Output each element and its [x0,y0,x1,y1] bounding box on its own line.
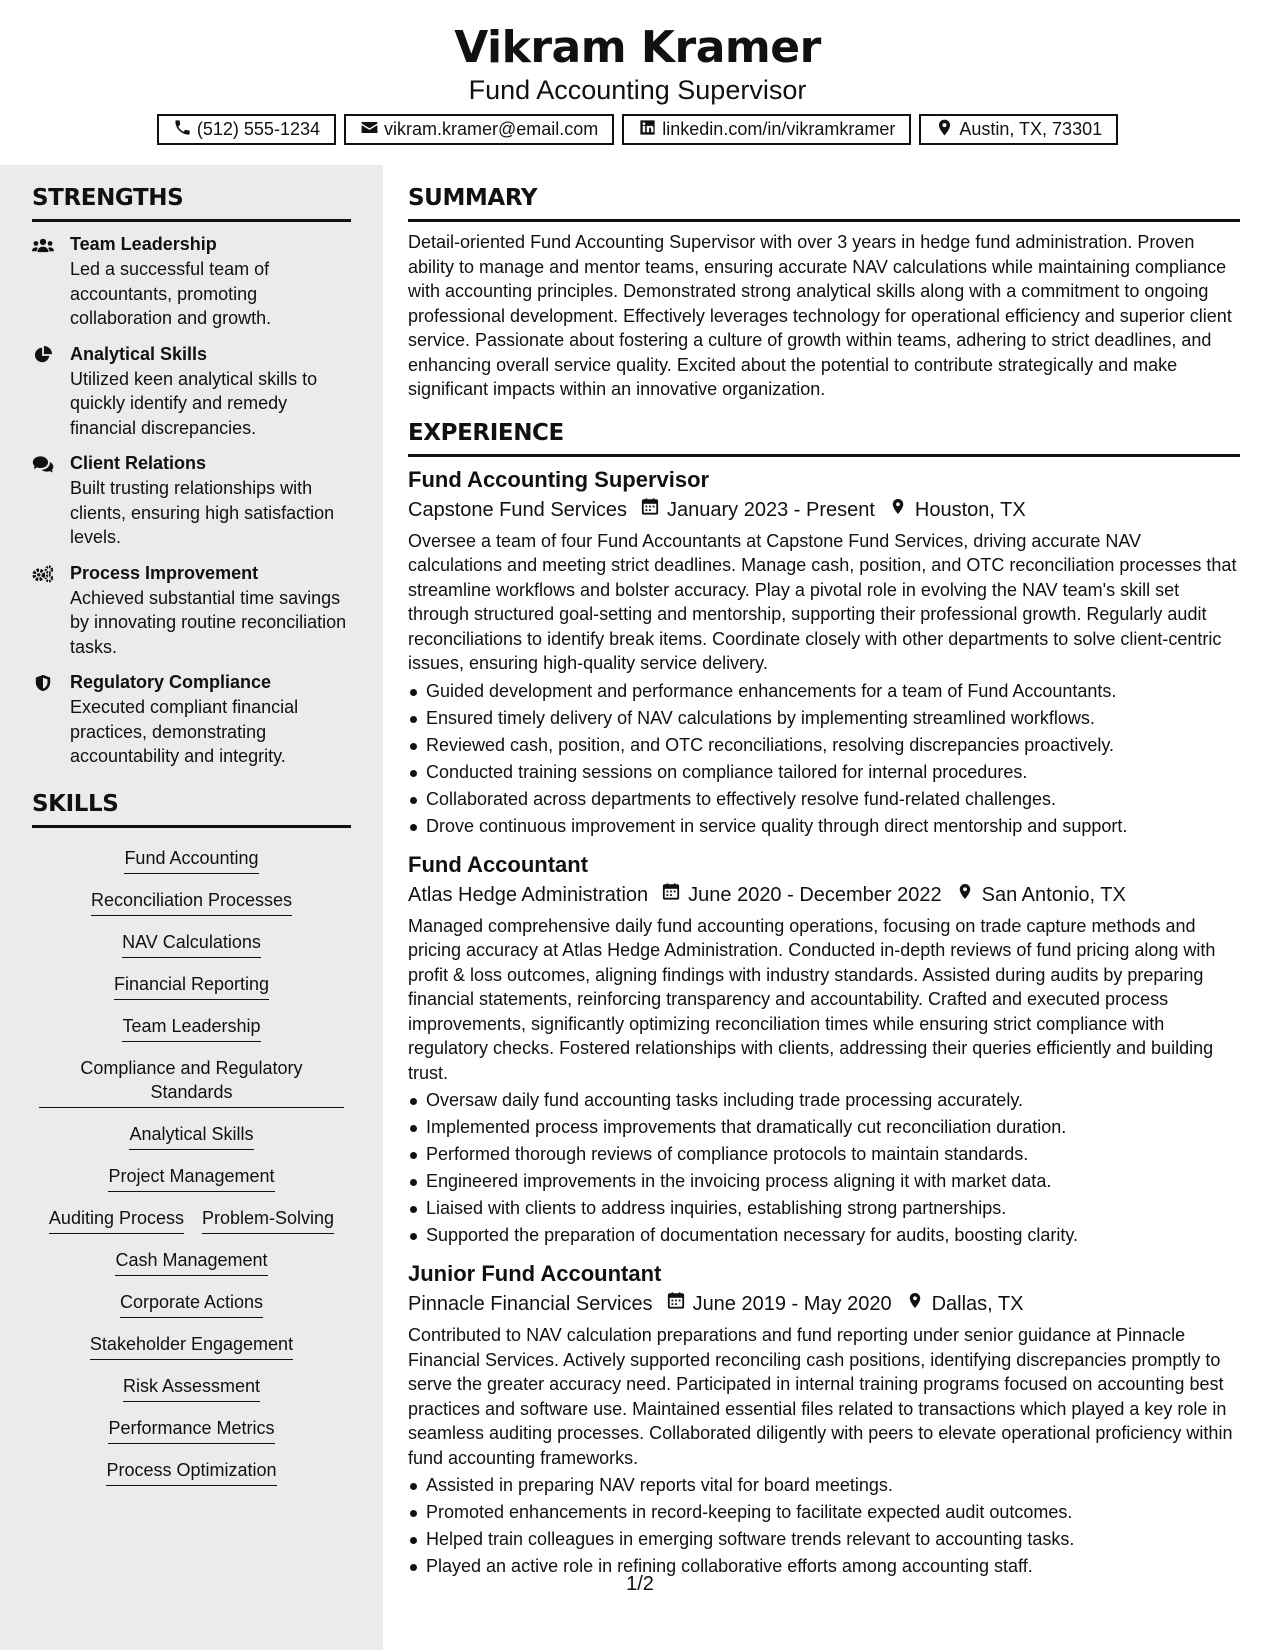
contact-linkedin-text: linkedin.com/in/vikramkramer [662,119,896,139]
strength-desc: Executed compliant financial practices, demonstrating accountability and integrity. [70,697,299,766]
linkedin-icon [638,118,657,142]
list-item: Performed thorough reviews of compliance protocols to maintain standards. [408,1141,1240,1168]
experience-heading: EXPERIENCE [408,418,1240,457]
job-entry [408,1259,1240,1580]
location-pin-icon [935,118,954,142]
resume-header [0,0,1275,165]
list-item: Ensured timely delivery of NAV calculations by implementing streamlined workflows. [408,705,1240,732]
list-item: Guided development and performance enhancements for a team of Fund Accountants. [408,678,1240,705]
job-company: Atlas Hedge Administration [408,883,649,906]
contact-phone-text: (512) 555-1234 [196,119,320,139]
gears-icon [32,561,70,660]
strength-item [32,451,351,550]
main-content [408,183,1240,1590]
location-pin-icon [875,495,915,525]
strength-desc: Utilized keen analytical skills to quickly identify and remedy financial discrepancies. [70,368,318,438]
skill-tag: Reconciliation Processes [91,880,292,916]
skill-tag: Fund Accounting [124,838,258,874]
envelope-icon [360,118,379,142]
job-description: Oversee a team of four Fund Accountants at Capstone Fund Services, driving accurate NAV calculations and meeting strict deadlines. Manage cash, position, and OTC reconciliation processes that streamline workflows and bolster accuracy. Play a pivotal role in evolving the NAV team's skill set through structured goal-setting and mentorship, supporting their professional growth. Regularly audit reconciliations to identify break items. Coordinate closely with other departments to solve client-centric issues, ensuring high-quality service delivery. [408,530,1237,673]
sidebar [0,165,383,1650]
job-entry [408,850,1240,1250]
skill-tag: Team Leadership [122,1006,260,1042]
contact-location[interactable] [919,114,1118,145]
job-description: Contributed to NAV calculation preparations and fund reporting under senior guidance at Pinnacle Financial Services. Actively supported reconciling cash positions, identifying discrepancies promptly to serve the greater accuracy need. Participated in internal training programs focused on accounting best practices and software use. Maintained essential files related to transactions which played a key role in seamless auditing processes. Collaborated diligently with peers to elevate operational proficiency within fund accounting frameworks. [408,1325,1233,1468]
job-bullets [408,1472,1240,1580]
job-company: Capstone Fund Services [408,498,628,521]
summary-text: Detail-oriented Fund Accounting Supervisor with over 3 years in hedge fund administration. Proven ability to manage and mentor teams, ensuring accurate NAV calculations while maintaining compliance with accounting principles. Demonstrated strong analytical skills along with a commitment to ongoing professional development. Effectively leverages technology for operational efficiency and superior client service. Passionate about fostering a culture of growth within teams, adhering to strict deadlines, and enhancing overall service quality. Excited about the potential to contribute strategically and make significant impacts within an innovative organization. [408,232,1232,399]
job-dates: June 2019 - May 2020 [692,1293,892,1315]
list-item: Conducted training sessions on compliance tailored for internal procedures. [408,759,1240,786]
skills-list [32,838,351,1492]
skill-tag: Cash Management [115,1240,267,1276]
job-bullets [408,678,1240,840]
skill-tag: Auditing Process [49,1198,184,1234]
job-dates: June 2020 - December 2022 [688,883,942,906]
contact-phone[interactable] [157,114,336,145]
summary-heading: SUMMARY [408,183,1240,222]
contact-email-text: vikram.kramer@email.com [383,119,599,139]
skill-tag: Analytical Skills [129,1114,253,1150]
contact-bar [0,114,1275,145]
job-title: Fund Accountant [408,851,589,877]
phone-icon [173,118,192,142]
skill-tag: Compliance and Regulatory Standards [39,1048,344,1108]
strength-desc: Achieved substantial time savings by innovating routine reconciliation tasks. [70,587,347,657]
candidate-name: Vikram Kramer [454,22,821,73]
job-location: Houston, TX [914,498,1026,521]
list-item: Engineered improvements in the invoicing process aligning it with market data. [408,1168,1240,1195]
skill-tag: Process Optimization [106,1450,276,1486]
strengths-heading: STRENGTHS [32,183,351,222]
strength-title: Process Improvement [70,562,259,583]
strength-title: Team Leadership [70,234,217,254]
skill-tag: Stakeholder Engagement [90,1324,293,1360]
list-item: Helped train colleagues in emerging software trends relevant to accounting tasks. [408,1526,1240,1553]
job-dates: January 2023 - Present [667,498,875,521]
strength-item [32,670,351,769]
skill-tag: Financial Reporting [114,964,269,1000]
location-pin-icon [942,880,982,910]
strength-item [32,561,351,660]
strength-item [32,342,351,441]
skills-section [32,789,351,1492]
job-title: Fund Accounting Supervisor [408,466,710,492]
strength-title: Client Relations [70,453,207,473]
skill-tag: Risk Assessment [123,1366,260,1402]
candidate-title: Fund Accounting Supervisor [468,75,807,105]
skills-heading: SKILLS [32,789,351,828]
job-meta [408,495,1240,525]
strength-desc: Led a successful team of accountants, promoting collaboration and growth. [70,259,272,328]
calendar-icon [653,1289,693,1319]
strength-title: Regulatory Compliance [70,672,272,692]
location-pin-icon [892,1289,932,1319]
skill-tag: Corporate Actions [120,1282,263,1318]
skill-tag: Problem-Solving [202,1198,334,1234]
contact-location-text: Austin, TX, 73301 [959,119,1103,139]
skill-tag: NAV Calculations [122,922,261,958]
list-item: Collaborated across departments to effectively resolve fund-related challenges. [408,786,1240,813]
pie-chart-icon [32,342,70,441]
comments-icon [32,451,70,550]
users-icon [32,232,70,331]
list-item: Assisted in preparing NAV reports vital for board meetings. [408,1472,1240,1499]
list-item: Supported the preparation of documentation necessary for audits, boosting clarity. [408,1222,1240,1249]
calendar-icon [648,880,688,910]
job-meta [408,880,1240,910]
list-item: Promoted enhancements in record-keeping to facilitate expected audit outcomes. [408,1499,1240,1526]
job-location: Dallas, TX [931,1293,1024,1315]
job-description: Managed comprehensive daily fund accounting operations, focusing on trade capture methods and pricing accuracy at Atlas Hedge Administration. Conducted in-depth reviews of fund pricing along with profit & loss outcomes, aligning findings with industry standards. Assisted during audits by preparing financial statements, reinforcing transparency and accountability. Crafted and executed process improvements, significantly optimizing reconciliation times while ensuring strict compliance with regulatory checks. Fostered relationships with clients, addressing their queries efficiently and building trust. [408,915,1216,1083]
list-item: Reviewed cash, position, and OTC reconciliations, resolving discrepancies proactively. [408,732,1240,759]
job-location: San Antonio, TX [981,883,1126,906]
list-item: Liaised with clients to address inquiries, establishing strong partnerships. [408,1195,1240,1222]
strength-item [32,232,351,331]
list-item: Implemented process improvements that dramatically cut reconciliation duration. [408,1114,1240,1141]
job-company: Pinnacle Financial Services [408,1293,653,1315]
skill-tag: Project Management [108,1156,274,1192]
list-item: Played an active role in refining collaborative efforts among accounting staff. [408,1553,1240,1580]
strength-desc: Built trusting relationships with clients, ensuring high satisfaction levels. [70,478,335,547]
job-title: Junior Fund Accountant [408,1261,662,1286]
job-entry [408,465,1240,840]
contact-linkedin[interactable] [622,114,911,145]
list-item: Drove continuous improvement in service quality through direct mentorship and support. [408,813,1240,840]
job-meta [408,1289,1240,1319]
contact-email[interactable] [344,114,614,145]
list-item: Oversaw daily fund accounting tasks including trade processing accurately. [408,1087,1240,1114]
skill-tag: Performance Metrics [108,1408,274,1444]
strength-title: Analytical Skills [70,343,208,364]
page-number: 1/2 [626,1573,654,1595]
calendar-icon [627,495,667,525]
shield-icon [32,670,70,769]
job-bullets [408,1087,1240,1249]
